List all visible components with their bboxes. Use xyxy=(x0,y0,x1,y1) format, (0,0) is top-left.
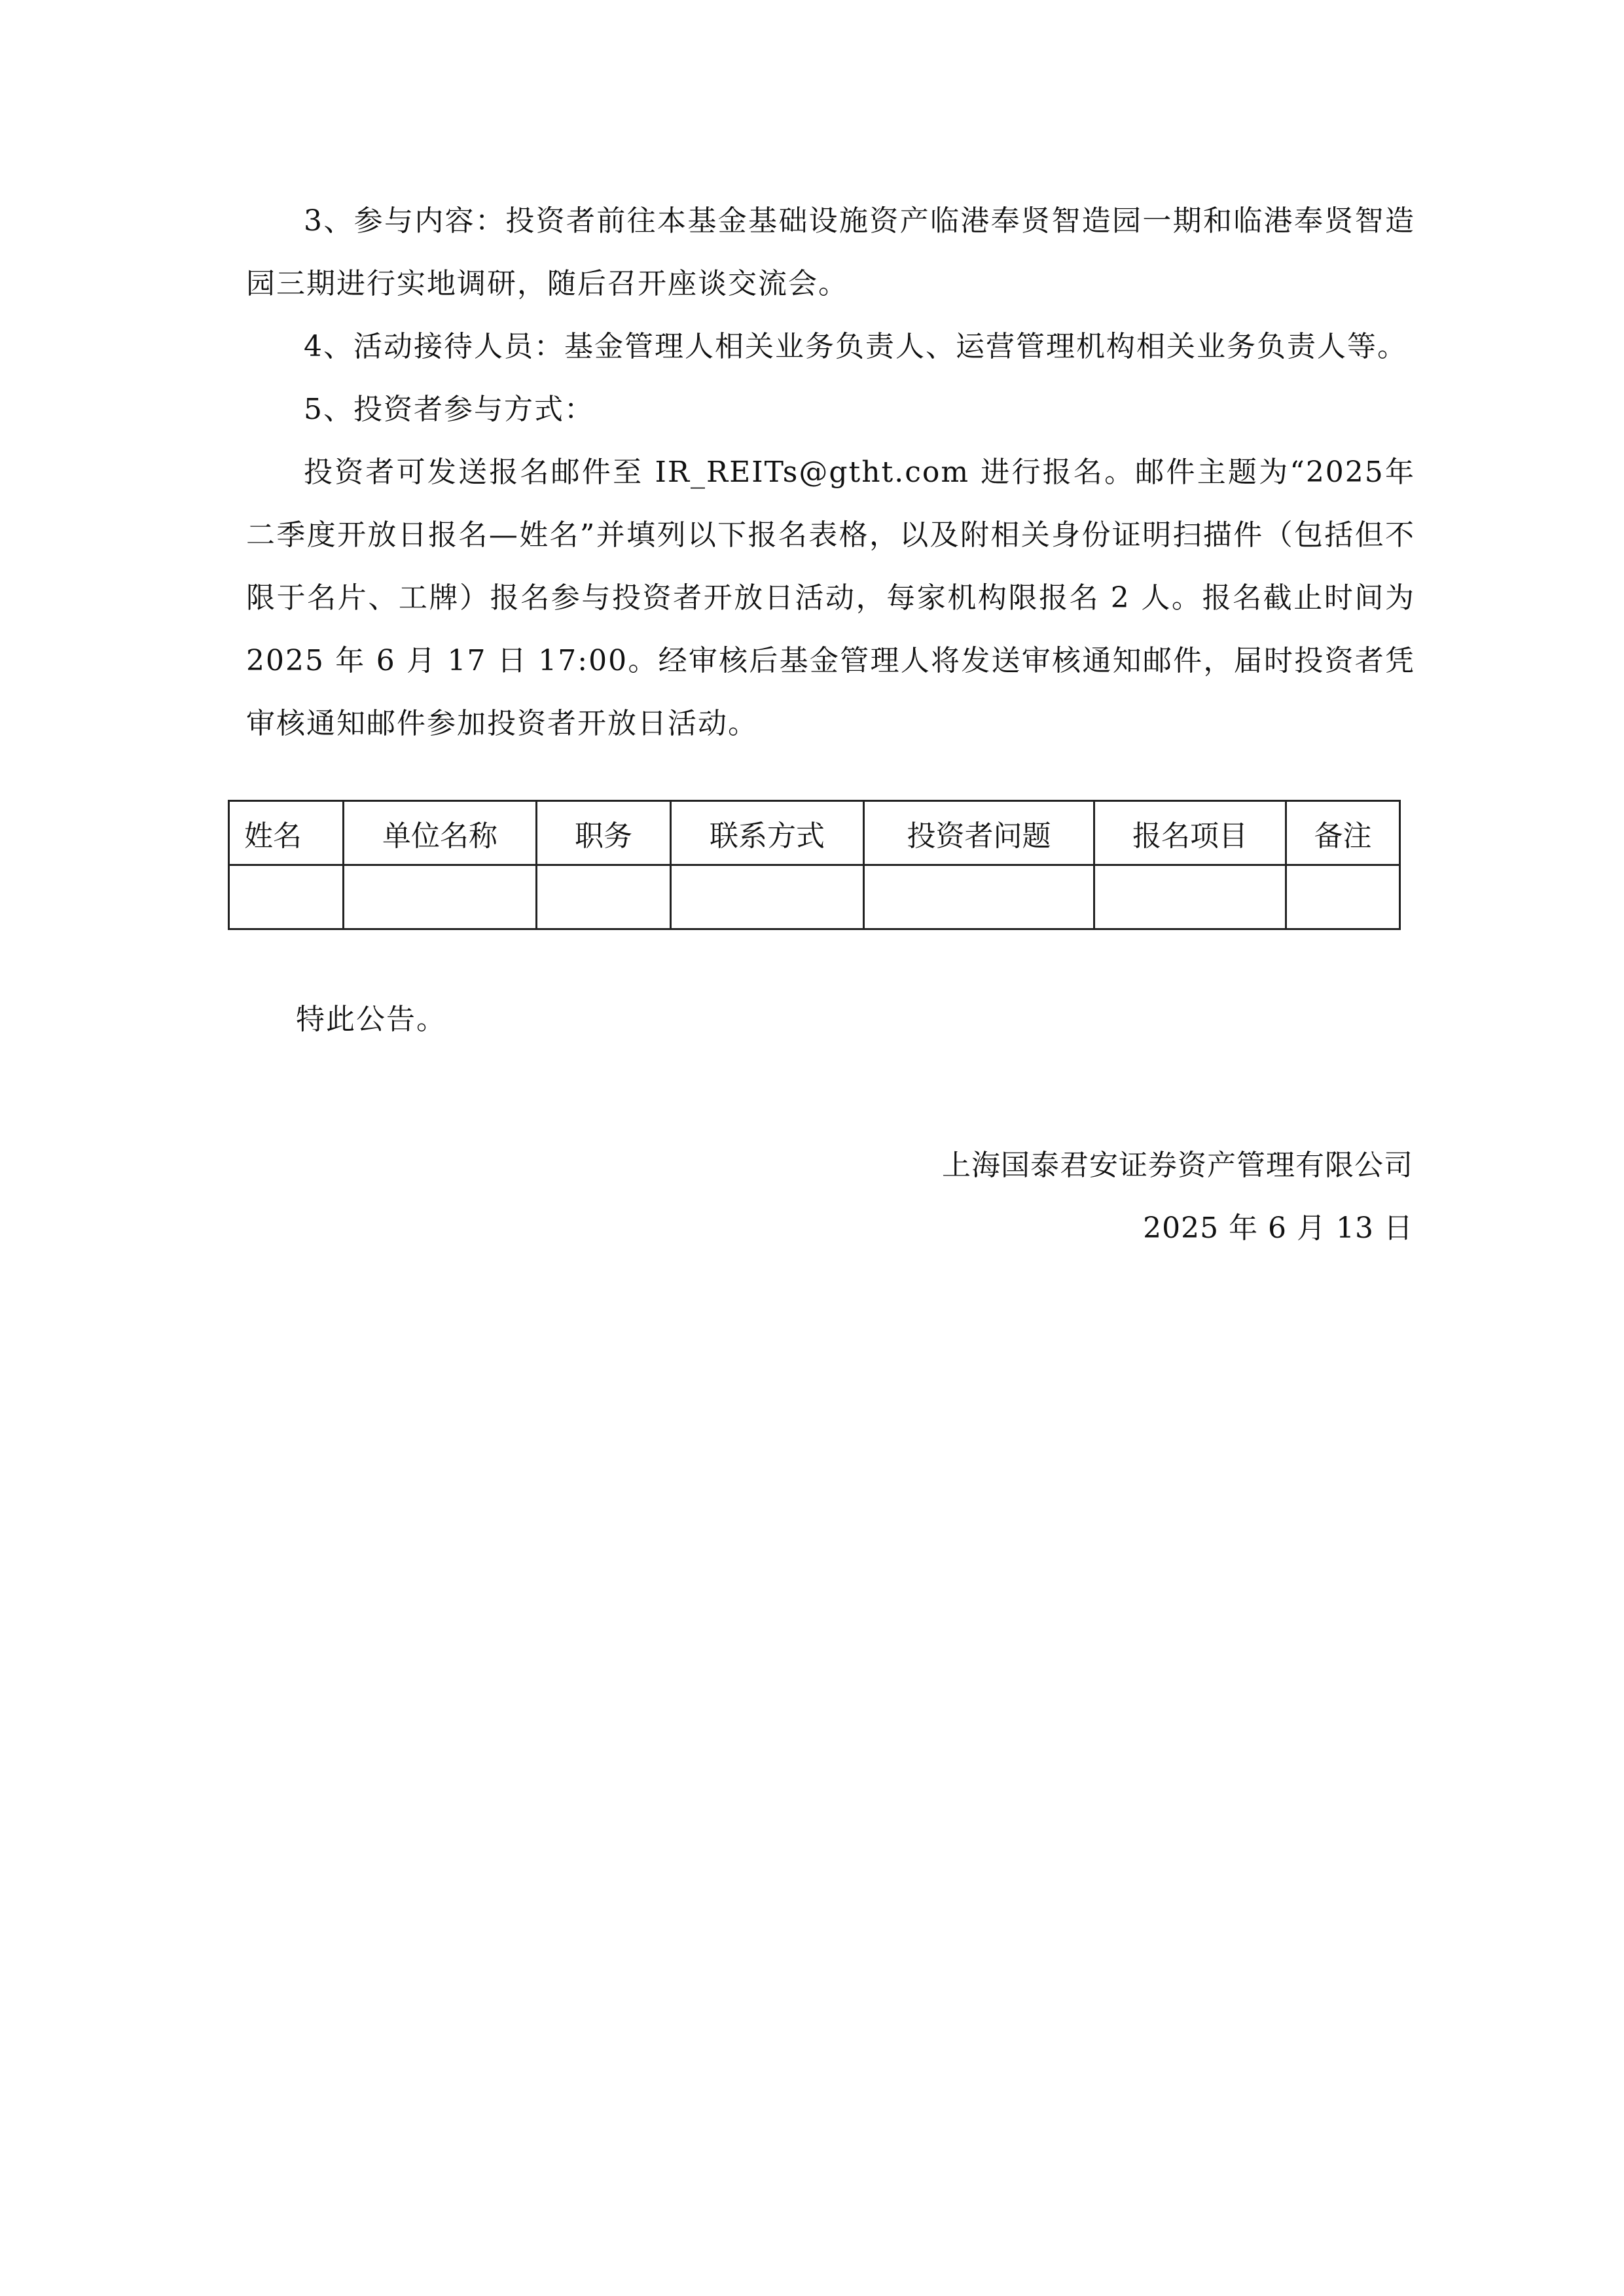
table-header-row xyxy=(229,801,1400,865)
table-header-cell: 报名项目 xyxy=(1094,801,1286,865)
table-cell xyxy=(537,865,671,929)
table-cell xyxy=(1094,865,1286,929)
signature-company: 上海国泰君安证券资产管理有限公司 xyxy=(942,1149,1413,1182)
paragraph-item-5: 5、投资者参与方式： xyxy=(304,393,594,426)
table-cell xyxy=(229,865,344,929)
table-row xyxy=(229,865,1400,929)
signature-date: 2025 年 6 月 13 日 xyxy=(1143,1211,1413,1245)
table-header-cell: 姓名 xyxy=(229,801,344,865)
registration-table xyxy=(228,800,1401,930)
table-header-cell: 备注 xyxy=(1286,801,1400,865)
table-cell xyxy=(671,865,864,929)
paragraph-registration: 投资者可发送报名邮件至 IR_REITs@gtht.com 进行报名。邮件主题为“2025年二季度开放日报名—姓名”并填列以下报名表格，以及附相关身份证明扫描件（包括但不限于名片、工牌）报名参与投资者开放日活动，每家机构限报名 2 人。报名截止时间为 2025 年 6 月 17 日 17:00。经审核后基金管理人将发送审核通知邮件，届时投资者凭审核通知邮件参加投资者开放日活动。 xyxy=(246,456,1415,740)
table-header-cell: 职务 xyxy=(537,801,671,865)
paragraph-item-4: 4、活动接待人员：基金管理人相关业务负责人、运营管理机构相关业务负责人等。 xyxy=(304,330,1407,363)
table-header-cell: 投资者问题 xyxy=(864,801,1094,865)
table-cell xyxy=(1286,865,1400,929)
closing-statement: 特此公告。 xyxy=(296,1003,446,1036)
table-cell xyxy=(864,865,1094,929)
paragraph-item-3: 3、参与内容：投资者前往本基金基础设施资产临港奉贤智造园一期和临港奉贤智造园三期进行实地调研，随后召开座谈交流会。 xyxy=(246,204,1415,300)
table-header-cell: 单位名称 xyxy=(344,801,537,865)
table-header-cell: 联系方式 xyxy=(671,801,864,865)
document-body xyxy=(246,190,1415,755)
table-cell xyxy=(344,865,537,929)
